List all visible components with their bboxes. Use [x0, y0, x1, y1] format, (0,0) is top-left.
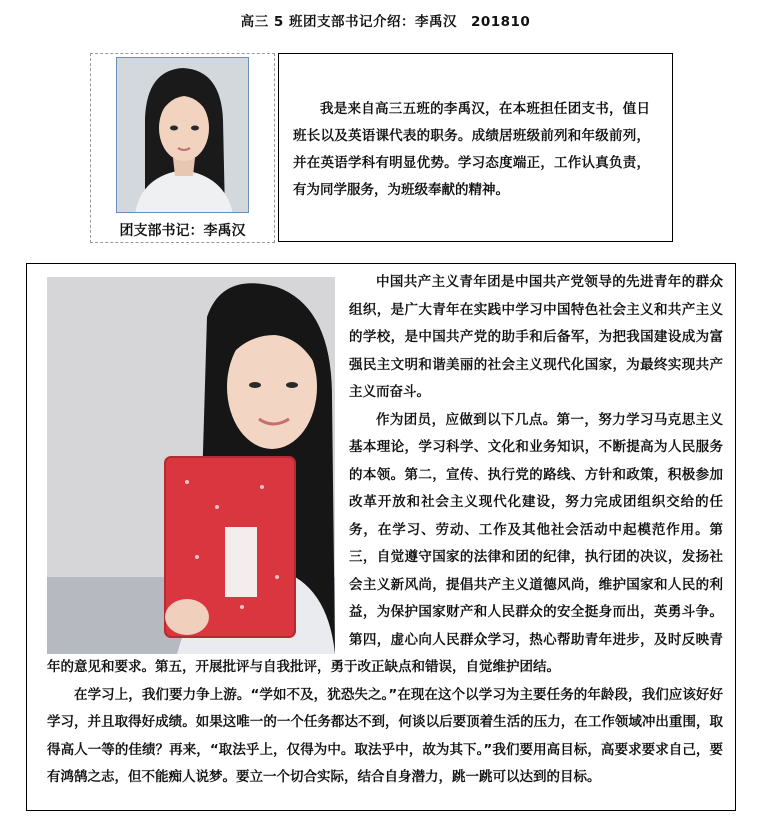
intro-text: 我是来自高三五班的李禹汉，在本班担任团支书，值日班长以及英语课代表的职务。成绩居班级前列和年级前列，并在英语学科有明显优势。学习态度端正，工作认真负责，有为同学服务，为班级奉献的精神。: [293, 101, 650, 198]
title-text: 高三 5 班团支部书记介绍：李禹汉: [240, 14, 457, 30]
article-paragraph-2: 作为团员，应做到以下几点。第一，努力学习马克思主义基本理论，学习科学、文化和业务知识，不断提高为人民服务的本领。第二，宣传、执行党的路线、方针和政策，积极参加改革开放和社会主义现代化建设，努力完成团组织交给的任务，在学习、劳动、工作及其他社会活动中起模范作用。第三，自觉遵守国家的法律和团的纪律，执行团的决议，发扬社会主义新风尚，提倡共产主义道德风尚，维护国家和人民的利益，为保护国家财产和人民群众的安全挺身而出，英勇斗争。第四，虚心向人民群众学习，热心帮助青年进步，及时反映青年的意见和要求。第五，开展批评与自我批评，勇于改正缺点和错误，自觉维护团结。: [47, 411, 723, 675]
title-date: 201810: [470, 14, 531, 30]
article-paragraph-1: 中国共产主义青年团是中国共产党领导的先进青年的群众组织，是广大青年在实践中学习中国特色社会主义和共产主义的学校，是中国共产党的助手和后备军，为把我国建设成为富强民主文明和谐美丽的社会主义现代化国家，为最终实现共产主义而奋斗。: [349, 274, 723, 400]
article-paragraph-3: 在学习上，我们要力争上游。“学如不及，犹恐失之。”在现在这个以学习为主要任务的年龄段，我们应该好好学习，并且取得好成绩。如果这唯一的一个任务都达不到，何谈以后要顶着生活的压力，在工作领域冲出重围，取得高人一等的佳绩？再来，“取法乎上，仅得为中。取法乎中，故为其下。”我们要用高目标，高要求要求自己，要有鸿鹄之志，但不能痴人说梦。要立一个切合实际，结合自身潜力，跳一跳可以达到的目标。: [47, 686, 723, 785]
article-box: [26, 263, 736, 811]
book-photo: [47, 277, 335, 654]
page-title: [0, 10, 771, 30]
portrait-caption: 团支部书记：李禹汉: [119, 223, 246, 239]
portrait-photo: [116, 57, 249, 213]
intro-box: [278, 53, 673, 242]
